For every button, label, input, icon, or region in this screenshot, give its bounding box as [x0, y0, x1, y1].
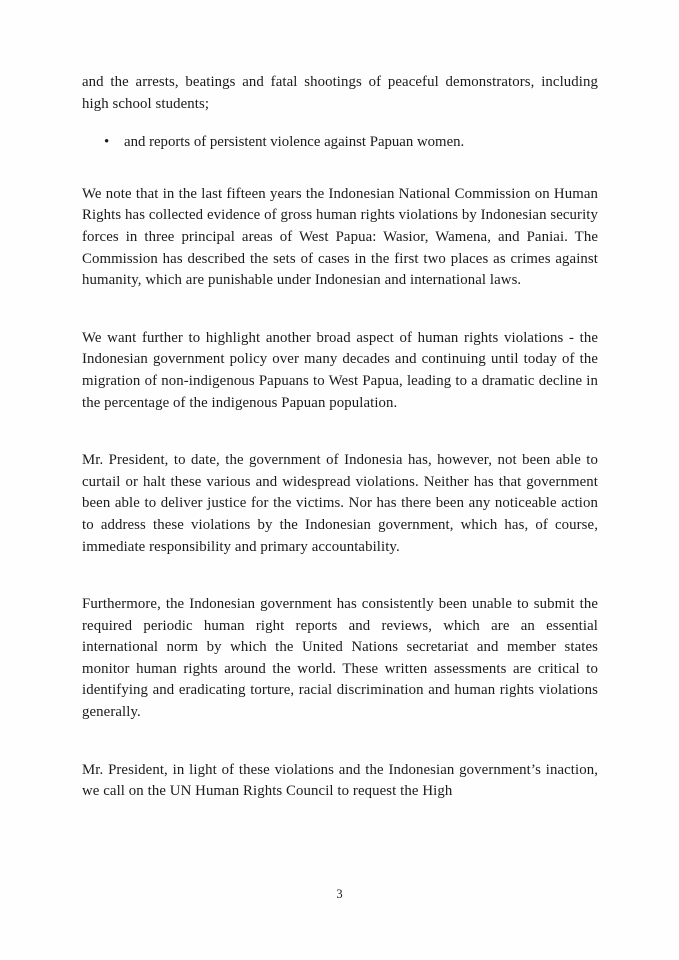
list-item: [104, 132, 598, 154]
list-item-text: and reports of persistent violence against Papuan women.: [124, 134, 465, 151]
bullet-dot-icon: •: [104, 134, 110, 151]
bullet-list: [82, 132, 598, 154]
paragraph-call-to-council: Mr. President, in light of these violations and the Indonesian government’s inaction, we call on the UN Human Rights Council to request the High: [82, 761, 598, 800]
paragraph-commission-evidence: We note that in the last fifteen years the Indonesian National Commission on Human Rights has collected evidence of gross human rights violations by Indonesian security forces in three principal areas of West Papua: Wasior, Wamena, and Paniai. The Commission has described the sets of cases in the first two places as crimes against humanity, which are punishable under Indonesian and international laws.: [82, 185, 599, 289]
paragraph-periodic-reports: Furthermore, the Indonesian government has consistently been unable to submit the required periodic human right reports and reviews, which are an essential international norm by which the United Nations secretariat and member states monitor human rights around the world. These written assessments are critical to identifying and eradicating torture, racial discrimination and human rights violations generally.: [82, 596, 598, 721]
paragraph-migration-policy: We want further to highlight another broad aspect of human rights violations - the Indonesian government policy over many decades and continuing until today of the migration of non-indigenous Papuans to West Papua, leading to a dramatic decline in the percentage of the indigenous Papuan population.: [82, 329, 598, 411]
paragraph-continuation: and the arrests, beatings and fatal shootings of peaceful demonstrators, including high school students;: [82, 74, 598, 112]
document-body: [82, 72, 598, 803]
paragraph-government-inaction: Mr. President, to date, the government of Indonesia has, however, not been able to curtail or halt these various and widespread violations. Neither has that government been able to deliver justice for the victims. Nor has there been any noticeable action to address these violations by the Indonesian government, which has, of course, immediate responsibility and primary accountability.: [82, 452, 598, 555]
page-number: 3: [336, 887, 343, 901]
